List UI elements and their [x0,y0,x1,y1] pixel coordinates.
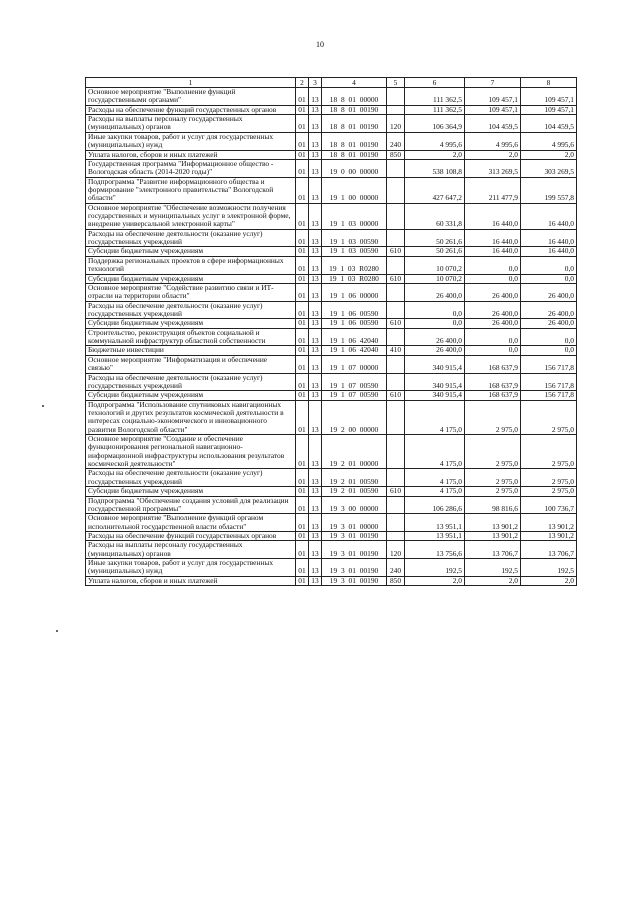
row-value-col7: 211 477,9 [465,177,521,203]
margin-dot [42,405,44,407]
row-value-col7: 16 440,0 [465,203,521,229]
row-name: Расходы на обеспечение деятельности (оказание услуг) государственных учреждений [86,301,296,319]
row-target-article: 19 1 03 R0280 [322,256,387,274]
row-target-article: 18 8 01 00190 [322,115,387,133]
header-col-7: 7 [465,78,521,88]
row-value-col6: 26 400,0 [405,328,465,346]
row-value-col8: 13 706,7 [521,541,577,559]
table-row [86,391,577,400]
row-section: 01 [296,373,309,391]
row-section: 01 [296,203,309,229]
table-row [86,541,577,559]
row-name: Расходы на обеспечение деятельности (оказание услуг) государственных учреждений [86,373,296,391]
header-col-5: 5 [387,78,405,88]
row-value-col8: 26 400,0 [521,319,577,328]
row-value-col8: 156 717,8 [521,355,577,373]
header-col-2: 2 [296,78,309,88]
row-value-col7: 168 637,9 [465,373,521,391]
header-col-4: 4 [322,78,387,88]
row-section: 01 [296,487,309,496]
row-value-col7: 2 975,0 [465,400,521,434]
row-expense-type [387,531,405,540]
row-value-col8: 16 440,0 [521,247,577,256]
row-name: Расходы на обеспечение функций государственных органов [86,531,296,540]
row-value-col6: 50 261,6 [405,229,465,247]
row-section: 01 [296,150,309,159]
row-expense-type: 120 [387,115,405,133]
header-col-1: 1 [86,78,296,88]
table-row [86,496,577,514]
table-body [86,88,577,586]
table-row [86,559,577,577]
row-expense-type [387,400,405,434]
row-expense-type [387,355,405,373]
row-value-col7: 192,5 [465,559,521,577]
row-value-col7: 13 901,2 [465,531,521,540]
table-row [86,105,577,114]
row-value-col7: 313 269,5 [465,159,521,177]
row-target-article: 18 8 01 00190 [322,132,387,150]
table-row [86,115,577,133]
row-section: 01 [296,247,309,256]
row-value-col7: 168 637,9 [465,355,521,373]
row-value-col7: 2 975,0 [465,435,521,469]
row-expense-type [387,373,405,391]
row-section: 01 [296,283,309,301]
row-value-col6: 538 108,8 [405,159,465,177]
row-target-article: 19 2 01 00590 [322,469,387,487]
table-row [86,274,577,283]
row-name: Расходы на обеспечение функций государственных органов [86,105,296,114]
row-value-col6: 4 995,6 [405,132,465,150]
row-subsection: 13 [309,256,322,274]
row-value-col8: 13 901,2 [521,531,577,540]
row-subsection: 13 [309,576,322,585]
row-name: Расходы на обеспечение деятельности (оказание услуг) государственных учреждений [86,469,296,487]
row-value-col6: 192,5 [405,559,465,577]
table-row [86,159,577,177]
row-value-col7: 0,0 [465,274,521,283]
row-expense-type: 120 [387,541,405,559]
row-target-article: 19 3 01 00190 [322,559,387,577]
row-section: 01 [296,115,309,133]
row-subsection: 13 [309,247,322,256]
row-value-col8: 192,5 [521,559,577,577]
table-row [86,435,577,469]
row-target-article: 19 2 01 00000 [322,435,387,469]
row-value-col6: 0,0 [405,301,465,319]
row-value-col6: 340 915,4 [405,373,465,391]
row-expense-type [387,203,405,229]
row-name: Субсидии бюджетным учреждениям [86,247,296,256]
table-row [86,301,577,319]
row-value-col6: 26 400,0 [405,283,465,301]
row-name: Основное мероприятие "Создание и обеспечение функционирования региональной навигационно-информационной инфраструктуры использования результатов космической деятельности" [86,435,296,469]
row-subsection: 13 [309,559,322,577]
row-name: Основное мероприятие "Содействие развитию связи и ИТ-отрасли на территории области" [86,283,296,301]
row-value-col8: 2 975,0 [521,487,577,496]
table-row [86,346,577,355]
row-value-col6: 0,0 [405,319,465,328]
row-subsection: 13 [309,229,322,247]
row-target-article: 19 1 06 42040 [322,346,387,355]
row-value-col6: 4 175,0 [405,400,465,434]
row-expense-type: 610 [387,274,405,283]
row-expense-type [387,496,405,514]
row-name: Иные закупки товаров, работ и услуг для государственных (муниципальных) нужд [86,559,296,577]
row-expense-type [387,159,405,177]
row-section: 01 [296,88,309,106]
row-target-article: 19 1 03 00590 [322,247,387,256]
header-col-6: 6 [405,78,465,88]
row-expense-type: 850 [387,150,405,159]
row-subsection: 13 [309,469,322,487]
row-name: Субсидии бюджетным учреждениям [86,274,296,283]
table-header [86,78,577,88]
row-target-article: 18 8 01 00190 [322,150,387,159]
margin-dot [56,630,58,632]
row-expense-type [387,229,405,247]
row-name: Основное мероприятие "Обеспечение возможности получения государственных и муниципальных услуг в электронной форме, внедрение универсальной электронной карты" [86,203,296,229]
row-subsection: 13 [309,283,322,301]
row-target-article: 19 2 00 00000 [322,400,387,434]
row-section: 01 [296,435,309,469]
header-col-3: 3 [309,78,322,88]
row-expense-type: 610 [387,319,405,328]
row-name: Уплата налогов, сборов и иных платежей [86,576,296,585]
row-section: 01 [296,514,309,532]
row-value-col7: 109 457,1 [465,105,521,114]
row-expense-type: 240 [387,559,405,577]
row-value-col7: 4 995,6 [465,132,521,150]
row-target-article: 19 3 01 00000 [322,514,387,532]
row-value-col8: 16 440,0 [521,229,577,247]
row-target-article: 19 3 01 00190 [322,576,387,585]
row-section: 01 [296,496,309,514]
row-expense-type: 610 [387,247,405,256]
row-value-col8: 199 557,8 [521,177,577,203]
row-target-article: 19 1 07 00000 [322,355,387,373]
table-row [86,247,577,256]
row-value-col7: 26 400,0 [465,319,521,328]
row-subsection: 13 [309,115,322,133]
row-section: 01 [296,328,309,346]
table-row [86,283,577,301]
row-section: 01 [296,319,309,328]
row-value-col8: 26 400,0 [521,283,577,301]
row-section: 01 [296,541,309,559]
row-name: Подпрограмма "Использование спутниковых навигационных технологий и других результатов космической деятельности в интересах социально-экономического и инновационного развития Вологодской области" [86,400,296,434]
row-target-article: 18 8 01 00000 [322,88,387,106]
row-section: 01 [296,469,309,487]
table-row [86,373,577,391]
row-value-col6: 340 915,4 [405,355,465,373]
row-subsection: 13 [309,496,322,514]
row-expense-type [387,301,405,319]
row-name: Государственная программа "Информационное общество - Вологодская область (2014-2020 годы)" [86,159,296,177]
row-name: Основное мероприятие "Выполнение функций органом исполнительной государственной власти области" [86,514,296,532]
header-row [86,78,577,88]
row-value-col7: 13 901,2 [465,514,521,532]
table-row [86,355,577,373]
row-subsection: 13 [309,159,322,177]
row-name: Субсидии бюджетным учреждениям [86,487,296,496]
row-value-col8: 303 269,5 [521,159,577,177]
row-target-article: 19 1 06 00000 [322,283,387,301]
table-row [86,88,577,106]
row-target-article: 19 1 03 R0280 [322,274,387,283]
table-row [86,319,577,328]
row-name: Подпрограмма "Развитие информационного общества и формирование "электронного правительства" Вологодской области" [86,177,296,203]
table-row [86,487,577,496]
row-subsection: 13 [309,88,322,106]
row-value-col7: 109 457,1 [465,88,521,106]
table-row [86,203,577,229]
row-value-col7: 13 706,7 [465,541,521,559]
row-name: Поддержка региональных проектов в сфере информационных технологий [86,256,296,274]
row-subsection: 13 [309,346,322,355]
row-section: 01 [296,400,309,434]
row-expense-type [387,256,405,274]
row-subsection: 13 [309,373,322,391]
row-name: Подпрограмма "Обеспечение создания условий для реализации государственной программы" [86,496,296,514]
table-row [86,150,577,159]
row-value-col7: 16 440,0 [465,247,521,256]
row-target-article: 19 3 01 00190 [322,531,387,540]
row-name: Субсидии бюджетным учреждениям [86,391,296,400]
row-value-col8: 16 440,0 [521,203,577,229]
row-target-article: 19 1 03 00590 [322,229,387,247]
row-value-col6: 13 756,6 [405,541,465,559]
row-section: 01 [296,559,309,577]
row-target-article: 19 1 03 00000 [322,203,387,229]
row-target-article: 19 1 07 00590 [322,373,387,391]
row-section: 01 [296,159,309,177]
row-section: 01 [296,531,309,540]
row-value-col6: 13 951,1 [405,514,465,532]
row-target-article: 19 1 00 00000 [322,177,387,203]
table-row [86,132,577,150]
row-name: Строительство, реконструкция объектов социальной и коммунальной инфраструктур областной собственности [86,328,296,346]
row-name: Бюджетные инвестиции [86,346,296,355]
row-section: 01 [296,576,309,585]
row-target-article: 19 3 01 00190 [322,541,387,559]
table-row [86,469,577,487]
row-name: Расходы на выплаты персоналу государственных (муниципальных) органов [86,541,296,559]
row-value-col6: 106 286,6 [405,496,465,514]
row-value-col8: 109 457,1 [521,88,577,106]
row-value-col8: 0,0 [521,256,577,274]
row-expense-type: 410 [387,346,405,355]
row-value-col8: 13 901,2 [521,514,577,532]
row-value-col6: 111 362,5 [405,105,465,114]
row-name: Иные закупки товаров, работ и услуг для государственных (муниципальных) нужд [86,132,296,150]
row-value-col7: 26 400,0 [465,301,521,319]
row-value-col7: 0,0 [465,328,521,346]
row-name: Уплата налогов, сборов и иных платежей [86,150,296,159]
table-row [86,400,577,434]
table-row [86,229,577,247]
row-target-article: 18 8 01 00190 [322,105,387,114]
row-subsection: 13 [309,514,322,532]
row-expense-type [387,469,405,487]
row-value-col8: 156 717,8 [521,391,577,400]
row-value-col7: 16 440,0 [465,229,521,247]
row-value-col6: 60 331,8 [405,203,465,229]
row-value-col7: 2 975,0 [465,487,521,496]
row-value-col7: 0,0 [465,256,521,274]
row-value-col6: 2,0 [405,150,465,159]
page-number: 10 [316,40,324,49]
row-section: 01 [296,177,309,203]
row-section: 01 [296,132,309,150]
row-value-col6: 106 364,9 [405,115,465,133]
row-subsection: 13 [309,328,322,346]
table-row [86,328,577,346]
row-value-col8: 100 736,7 [521,496,577,514]
row-subsection: 13 [309,301,322,319]
row-value-col7: 168 637,9 [465,391,521,400]
row-subsection: 13 [309,400,322,434]
row-expense-type [387,177,405,203]
row-value-col7: 26 400,0 [465,283,521,301]
row-name: Расходы на обеспечение деятельности (оказание услуг) государственных учреждений [86,229,296,247]
row-value-col8: 26 400,0 [521,301,577,319]
row-value-col8: 4 995,6 [521,132,577,150]
row-section: 01 [296,105,309,114]
row-value-col8: 2 975,0 [521,435,577,469]
row-target-article: 19 1 06 42040 [322,328,387,346]
row-expense-type [387,105,405,114]
row-expense-type [387,435,405,469]
row-value-col7: 0,0 [465,346,521,355]
row-section: 01 [296,346,309,355]
row-subsection: 13 [309,319,322,328]
table-row [86,177,577,203]
row-value-col8: 0,0 [521,346,577,355]
row-value-col7: 2 975,0 [465,469,521,487]
row-value-col6: 111 362,5 [405,88,465,106]
table-row [86,531,577,540]
row-subsection: 13 [309,203,322,229]
budget-table [85,77,577,586]
row-value-col7: 98 816,6 [465,496,521,514]
row-expense-type [387,283,405,301]
row-subsection: 13 [309,355,322,373]
row-subsection: 13 [309,391,322,400]
table-row [86,256,577,274]
row-expense-type: 850 [387,576,405,585]
row-name: Субсидии бюджетным учреждениям [86,319,296,328]
row-subsection: 13 [309,177,322,203]
row-expense-type [387,514,405,532]
row-value-col8: 2 975,0 [521,469,577,487]
table-row [86,576,577,585]
row-value-col7: 104 459,5 [465,115,521,133]
row-subsection: 13 [309,435,322,469]
row-value-col6: 340 915,4 [405,391,465,400]
header-col-8: 8 [521,78,577,88]
row-target-article: 19 1 06 00590 [322,319,387,328]
row-subsection: 13 [309,531,322,540]
row-section: 01 [296,256,309,274]
row-section: 01 [296,391,309,400]
row-value-col8: 2 975,0 [521,400,577,434]
row-subsection: 13 [309,132,322,150]
row-target-article: 19 0 00 00000 [322,159,387,177]
row-section: 01 [296,301,309,319]
row-value-col7: 2,0 [465,576,521,585]
row-value-col8: 2,0 [521,150,577,159]
row-subsection: 13 [309,105,322,114]
row-value-col8: 0,0 [521,274,577,283]
row-value-col8: 0,0 [521,328,577,346]
row-subsection: 13 [309,487,322,496]
row-value-col6: 4 175,0 [405,435,465,469]
row-name: Расходы на выплаты персоналу государственных (муниципальных) органов [86,115,296,133]
row-value-col6: 4 175,0 [405,487,465,496]
row-target-article: 19 1 06 00590 [322,301,387,319]
row-target-article: 19 3 00 00000 [322,496,387,514]
row-subsection: 13 [309,150,322,159]
row-expense-type [387,88,405,106]
table-row [86,514,577,532]
row-expense-type: 240 [387,132,405,150]
row-value-col6: 13 951,1 [405,531,465,540]
row-value-col6: 26 400,0 [405,346,465,355]
row-value-col8: 104 459,5 [521,115,577,133]
row-value-col6: 2,0 [405,576,465,585]
row-expense-type: 610 [387,391,405,400]
row-subsection: 13 [309,541,322,559]
row-section: 01 [296,274,309,283]
row-section: 01 [296,355,309,373]
row-value-col6: 4 175,0 [405,469,465,487]
row-expense-type [387,328,405,346]
row-value-col8: 156 717,8 [521,373,577,391]
row-value-col6: 10 070,2 [405,256,465,274]
row-name: Основное мероприятие "Информатизация и обеспечение связью" [86,355,296,373]
row-value-col8: 109 457,1 [521,105,577,114]
row-value-col6: 10 070,2 [405,274,465,283]
row-subsection: 13 [309,274,322,283]
row-value-col6: 50 261,6 [405,247,465,256]
row-expense-type: 610 [387,487,405,496]
row-value-col7: 2,0 [465,150,521,159]
row-target-article: 19 2 01 00590 [322,487,387,496]
row-name: Основное мероприятие "Выполнение функций государственными органами" [86,88,296,106]
row-value-col8: 2,0 [521,576,577,585]
row-section: 01 [296,229,309,247]
row-value-col6: 427 647,2 [405,177,465,203]
row-target-article: 19 1 07 00590 [322,391,387,400]
